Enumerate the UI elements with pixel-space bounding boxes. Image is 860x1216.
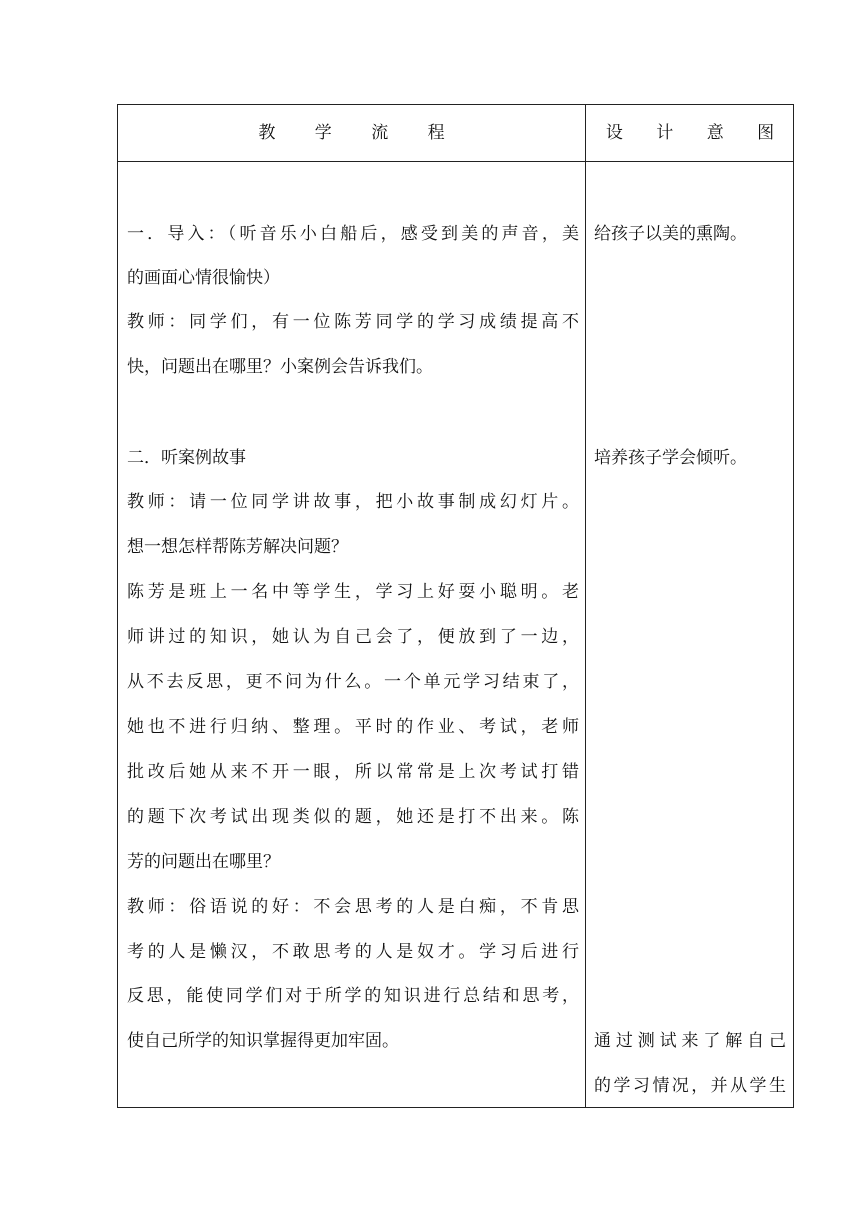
process-line: 陈芳是班上一名中等学生，学习上好耍小聪明。老 (127, 582, 579, 602)
process-line: 二．听案例故事 (127, 448, 246, 468)
process-line: 的题下次考试出现类似的题，她还是打不出来。陈 (127, 807, 579, 827)
process-line: 教师：俗语说的好：不会思考的人是白痴，不肯思 (127, 897, 579, 917)
process-line: 考的人是懒汉，不敢思考的人是奴才。学习后进行 (127, 942, 579, 962)
process-line: 从不去反思，更不问为什么。一个单元学习结束了， (127, 672, 579, 692)
process-line: 一．导入：（听音乐小白船后，感受到美的声音，美 (127, 224, 579, 244)
process-line: 教师：同学们，有一位陈芳同学的学习成绩提高不 (127, 312, 579, 332)
process-line: 她也不进行归纳、整理。平时的作业、考试，老师 (127, 717, 579, 737)
process-line: 师讲过的知识，她认为自己会了，便放到了一边， (127, 627, 579, 647)
intent-line: 通过测试来了解自己 (594, 1031, 786, 1051)
process-line: 反思，能使同学们对于所学的知识进行总结和思考， (127, 986, 579, 1006)
column-divider (585, 105, 586, 1107)
process-line: 芳的问题出在哪里？ (127, 852, 280, 872)
intent-line: 的学习情况，并从学生 (594, 1076, 786, 1096)
process-line: 批改后她从来不开一眼，所以常常是上次考试打错 (127, 762, 579, 782)
lesson-plan-table (117, 104, 794, 1108)
process-line: 的画面心情很愉快） (127, 268, 280, 288)
header-divider (118, 161, 793, 162)
process-line: 教师：请一位同学讲故事，把小故事制成幻灯片。 (127, 492, 579, 512)
header-design-intent: 设 计 意 图 (605, 123, 789, 143)
process-line: 快，问题出在哪里？小案例会告诉我们。 (127, 357, 433, 377)
intent-line: 给孩子以美的熏陶。 (594, 224, 747, 244)
header-teaching-process: 教 学 流 程 (258, 123, 462, 143)
process-line: 使自己所学的知识掌握得更加牢固。 (127, 1031, 399, 1051)
process-line: 想一想怎样帮陈芳解决问题？ (127, 537, 348, 557)
intent-line: 培养孩子学会倾听。 (594, 448, 747, 468)
